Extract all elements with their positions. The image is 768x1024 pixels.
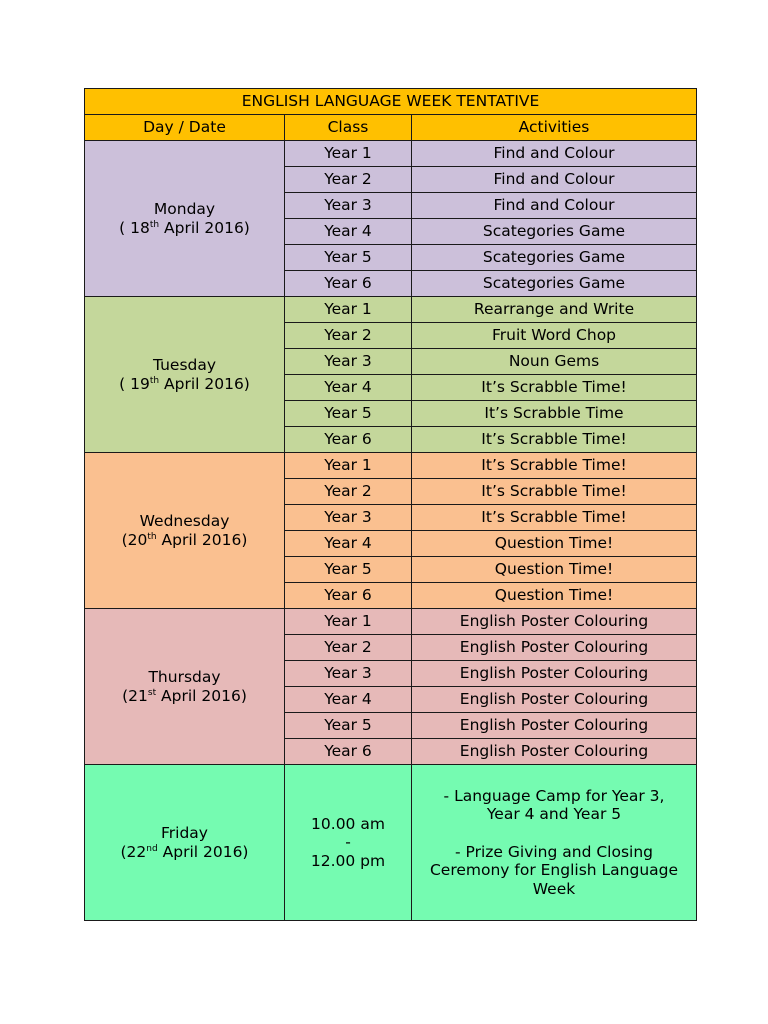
time-start: 10.00 am — [311, 814, 385, 833]
activity-cell: Question Time! — [412, 531, 697, 557]
class-cell: Year 2 — [285, 167, 412, 193]
header-class: Class — [285, 115, 412, 141]
day-name: Friday — [161, 823, 208, 842]
class-cell: Year 4 — [285, 375, 412, 401]
activity-cell: Noun Gems — [412, 349, 697, 375]
date-prefix: (22 — [120, 842, 147, 861]
class-cell: Year 4 — [285, 219, 412, 245]
friday-time-cell — [285, 765, 412, 921]
activity-cell: Question Time! — [412, 557, 697, 583]
days.1-day-cell — [85, 297, 285, 453]
activity-cell: Scategories Game — [412, 271, 697, 297]
class-cell: Year 5 — [285, 401, 412, 427]
activity-cell: Scategories Game — [412, 219, 697, 245]
class-cell: Year 3 — [285, 661, 412, 687]
friday-row — [85, 765, 697, 921]
activity-cell: English Poster Colouring — [412, 635, 697, 661]
class-cell: Year 3 — [285, 349, 412, 375]
activity-cell: It’s Scrabble Time! — [412, 479, 697, 505]
friday-activity-cell — [412, 765, 697, 921]
activity-cell: English Poster Colouring — [412, 661, 697, 687]
day-date — [119, 219, 250, 237]
header-activities: Activities — [412, 115, 697, 141]
activity-cell: English Poster Colouring — [412, 687, 697, 713]
table-title: ENGLISH LANGUAGE WEEK TENTATIVE — [85, 89, 697, 115]
table-row — [85, 609, 697, 635]
activity-cell: It’s Scrabble Time — [412, 401, 697, 427]
class-cell: Year 2 — [285, 479, 412, 505]
activity-cell: English Poster Colouring — [412, 713, 697, 739]
date-suffix: th — [147, 531, 157, 542]
class-cell: Year 6 — [285, 271, 412, 297]
activity-cell: Fruit Word Chop — [412, 323, 697, 349]
date-rest: April 2016) — [157, 842, 249, 861]
class-cell: Year 6 — [285, 583, 412, 609]
date-prefix: (20 — [121, 530, 148, 549]
days.0-day-cell — [85, 141, 285, 297]
table-row — [85, 453, 697, 479]
day-name: Thursday — [148, 667, 221, 686]
class-cell: Year 6 — [285, 427, 412, 453]
days.2-day-cell — [85, 453, 285, 609]
header-day: Day / Date — [85, 115, 285, 141]
days.3-day-cell — [85, 609, 285, 765]
class-cell: Year 5 — [285, 557, 412, 583]
day-date — [119, 375, 250, 393]
day-name: Monday — [153, 199, 216, 218]
activity-cell: Rearrange and Write — [412, 297, 697, 323]
day-date — [122, 531, 248, 549]
time-sep: - — [345, 833, 351, 852]
activity-cell: It’s Scrabble Time! — [412, 453, 697, 479]
friday-activity-line: - Language Camp for Year 3, — [443, 786, 665, 805]
class-cell: Year 6 — [285, 739, 412, 765]
time-end: 12.00 pm — [310, 851, 386, 870]
day-name: Tuesday — [152, 355, 217, 374]
class-cell: Year 4 — [285, 531, 412, 557]
activity-cell: It’s Scrabble Time! — [412, 505, 697, 531]
activity-cell: Scategories Game — [412, 245, 697, 271]
class-cell: Year 3 — [285, 193, 412, 219]
day-date — [121, 843, 249, 861]
class-cell: Year 5 — [285, 245, 412, 271]
date-suffix: th — [149, 219, 160, 230]
date-prefix: (21 — [122, 686, 148, 705]
day-date — [122, 687, 247, 705]
activity-cell: It’s Scrabble Time! — [412, 427, 697, 453]
day-name: Wednesday — [139, 511, 230, 530]
class-cell: Year 1 — [285, 297, 412, 323]
table-row — [85, 141, 697, 167]
friday-day-cell — [85, 765, 285, 921]
activity-cell: English Poster Colouring — [412, 609, 697, 635]
date-rest: April 2016) — [156, 530, 248, 549]
friday-activity-line: Week — [532, 879, 576, 898]
date-rest: April 2016) — [159, 374, 250, 393]
activity-cell: Find and Colour — [412, 141, 697, 167]
header-row — [85, 115, 697, 141]
class-cell: Year 2 — [285, 635, 412, 661]
class-cell: Year 1 — [285, 609, 412, 635]
class-cell: Year 2 — [285, 323, 412, 349]
class-cell: Year 1 — [285, 141, 412, 167]
date-suffix: th — [149, 375, 160, 386]
schedule-table — [84, 88, 697, 921]
date-prefix: ( 18 — [119, 218, 150, 237]
activity-cell: Find and Colour — [412, 193, 697, 219]
class-cell: Year 3 — [285, 505, 412, 531]
date-suffix: st — [147, 687, 157, 698]
activity-cell: English Poster Colouring — [412, 739, 697, 765]
friday-activity-line: Ceremony for English Language — [429, 861, 679, 880]
date-rest: April 2016) — [159, 218, 250, 237]
class-cell: Year 5 — [285, 713, 412, 739]
activity-cell: It’s Scrabble Time! — [412, 375, 697, 401]
date-prefix: ( 19 — [119, 374, 150, 393]
table-row — [85, 297, 697, 323]
class-cell: Year 4 — [285, 687, 412, 713]
class-cell: Year 1 — [285, 453, 412, 479]
friday-activity-line: Year 4 and Year 5 — [486, 805, 622, 824]
date-suffix: nd — [146, 843, 158, 854]
activity-cell: Question Time! — [412, 583, 697, 609]
date-rest: April 2016) — [156, 686, 247, 705]
friday-activity-line: - Prize Giving and Closing — [455, 842, 654, 861]
title-row — [85, 89, 697, 115]
activity-cell: Find and Colour — [412, 167, 697, 193]
